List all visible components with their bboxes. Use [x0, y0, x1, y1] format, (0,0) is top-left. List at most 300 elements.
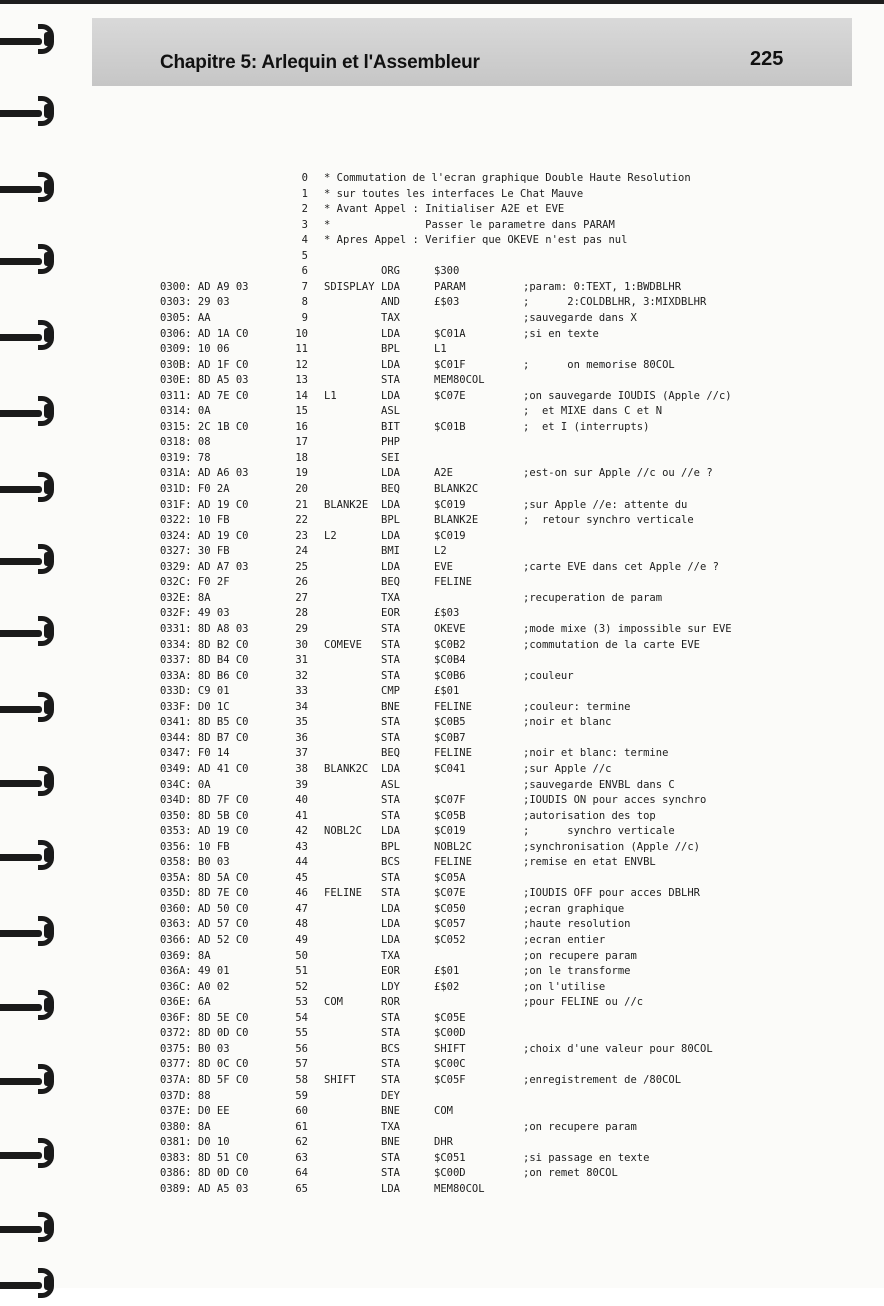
listing-row: [0, 668, 884, 684]
listing-address: 0331: 8D A8 03: [160, 623, 249, 635]
listing-opcode: STA: [381, 794, 400, 806]
listing-opcode: LDA: [381, 902, 400, 915]
listing-line-number: 10: [295, 327, 308, 340]
listing-comment: ;noir et blanc: [523, 716, 612, 729]
listing-row: [0, 745, 884, 761]
listing-address: 0360: AD 50 C0: [160, 902, 249, 915]
listing-row: [0, 823, 884, 839]
listing-line-number: 38: [295, 762, 308, 775]
listing-row: [0, 170, 884, 186]
listing-line-number: 61: [295, 1120, 308, 1133]
listing-line-number: 4: [301, 234, 308, 247]
listing-line-number: 50: [295, 949, 308, 962]
listing-comment: * Commutation de l'ecran graphique Double Haute Resolution: [324, 172, 691, 184]
listing-opcode: STA: [381, 809, 400, 822]
listing-row: [0, 1150, 884, 1166]
listing-label: COMEVE: [324, 638, 362, 651]
listing-operand: $C01F: [434, 358, 466, 371]
listing-comment: * Passer le parametre dans PARAM: [324, 218, 615, 231]
listing-row: [0, 808, 884, 824]
listing-operand: £$03: [434, 607, 460, 620]
listing-address: 0350: 8D 5B C0: [160, 809, 249, 822]
listing-address: 035D: 8D 7E C0: [160, 887, 249, 900]
listing-comment: ;remise en etat ENVBL: [523, 856, 656, 869]
listing-opcode: STA: [381, 1073, 400, 1086]
listing-line-number: 28: [295, 607, 308, 620]
listing-opcode: ASL: [381, 778, 400, 791]
listing-opcode: STA: [381, 716, 400, 729]
listing-address: 031D: F0 2A: [160, 483, 230, 495]
listing-row: [0, 699, 884, 715]
listing-address: 0383: 8D 51 C0: [160, 1151, 249, 1164]
listing-address: 0358: B0 03: [160, 856, 230, 869]
listing-line-number: 46: [295, 887, 308, 900]
listing-address: 0366: AD 52 C0: [160, 934, 249, 946]
listing-line-number: 9: [301, 312, 308, 324]
listing-row: [0, 574, 884, 590]
listing-line-number: 63: [295, 1151, 308, 1164]
listing-address: 035A: 8D 5A C0: [160, 871, 249, 884]
listing-comment: ;autorisation des top: [523, 809, 656, 822]
listing-comment: * sur toutes les interfaces Le Chat Mauve: [324, 187, 584, 200]
listing-line-number: 32: [295, 669, 308, 682]
listing-row: [0, 792, 884, 808]
listing-address: 0309: 10 06: [160, 343, 230, 356]
listing-address: 033A: 8D B6 C0: [160, 669, 249, 682]
listing-row: [0, 512, 884, 528]
chapter-title: Chapitre 5: Arlequin et l'Assembleur: [160, 52, 480, 73]
listing-row: [0, 652, 884, 668]
listing-address: 0377: 8D 0C C0: [160, 1058, 249, 1071]
listing-comment: ;ecran entier: [523, 934, 606, 946]
listing-row: [0, 932, 884, 948]
listing-line-number: 11: [295, 343, 308, 356]
listing-row: [0, 419, 884, 435]
listing-opcode: ORG: [381, 265, 400, 278]
listing-comment: ;on l'utilise: [523, 980, 606, 993]
listing-address: 0334: 8D B2 C0: [160, 638, 249, 651]
listing-opcode: STA: [381, 871, 400, 884]
listing-address: 0322: 10 FB: [160, 514, 230, 527]
listing-address: 0337: 8D B4 C0: [160, 654, 249, 666]
listing-line-number: 19: [295, 467, 308, 480]
listing-comment: ;choix d'une valeur pour 80COL: [523, 1042, 713, 1055]
listing-opcode: STA: [381, 1151, 400, 1164]
listing-operand: FELINE: [434, 700, 472, 713]
listing-opcode: STA: [381, 731, 400, 744]
listing-comment: ; et MIXE dans C et N: [523, 405, 663, 418]
listing-operand: $C00C: [434, 1058, 466, 1071]
listing-row: [0, 232, 884, 248]
listing-address: 0300: AD A9 03: [160, 280, 249, 293]
listing-line-number: 33: [295, 685, 308, 698]
listing-line-number: 6: [301, 265, 308, 278]
listing-opcode: STA: [381, 374, 400, 387]
listing-label: BLANK2C: [324, 762, 369, 775]
listing-line-number: 37: [295, 747, 308, 760]
listing-operand: $C01A: [434, 327, 466, 340]
listing-row: [0, 1134, 884, 1150]
listing-opcode: STA: [381, 887, 400, 900]
listing-line-number: 15: [295, 405, 308, 418]
listing-address: 037A: 8D 5F C0: [160, 1073, 249, 1086]
listing-line-number: 17: [295, 436, 308, 449]
listing-line-number: 49: [295, 934, 308, 946]
listing-row: [0, 450, 884, 466]
listing-comment: ; synchro verticale: [523, 825, 675, 838]
listing-line-number: 30: [295, 638, 308, 651]
listing-operand: $C07E: [434, 389, 466, 402]
listing-operand: $C052: [434, 934, 466, 946]
listing-line-number: 52: [295, 980, 308, 993]
listing-opcode: BCS: [381, 856, 400, 869]
listing-label: FELINE: [324, 887, 362, 900]
listing-address: 0318: 08: [160, 436, 211, 449]
listing-row: [0, 994, 884, 1010]
listing-operand: $C07E: [434, 887, 466, 900]
listing-row: [0, 1165, 884, 1181]
listing-line-number: 45: [295, 871, 308, 884]
listing-comment: ;couleur: termine: [523, 700, 631, 713]
listing-opcode: LDA: [381, 825, 400, 838]
listing-row: [0, 916, 884, 932]
listing-row: [0, 839, 884, 855]
listing-address: 036A: 49 01: [160, 965, 230, 978]
listing-line-number: 27: [295, 591, 308, 604]
listing-line-number: 34: [295, 700, 308, 713]
listing-line-number: 3: [301, 218, 308, 231]
listing-address: 0344: 8D B7 C0: [160, 731, 249, 744]
listing-comment: ;sur Apple //c: [523, 762, 612, 775]
listing-row: [0, 201, 884, 217]
listing-opcode: BEQ: [381, 747, 400, 760]
listing-comment: ;sauvegarde dans X: [523, 312, 637, 324]
listing-address: 0372: 8D 0D C0: [160, 1027, 249, 1040]
listing-operand: £$01: [434, 965, 460, 978]
listing-row: [0, 403, 884, 419]
listing-address: 037D: 88: [160, 1089, 211, 1102]
listing-operand: $C041: [434, 762, 466, 775]
listing-line-number: 51: [295, 965, 308, 978]
listing-operand: $300: [434, 265, 460, 278]
listing-operand: £$02: [434, 980, 460, 993]
listing-row: [0, 714, 884, 730]
listing-opcode: BPL: [381, 840, 400, 853]
listing-row: [0, 885, 884, 901]
listing-line-number: 5: [301, 249, 308, 262]
listing-operand: $C019: [434, 529, 466, 542]
listing-opcode: BNE: [381, 700, 400, 713]
listing-operand: $C019: [434, 825, 466, 838]
listing-row: [0, 186, 884, 202]
listing-line-number: 57: [295, 1058, 308, 1071]
listing-operand: $C00D: [434, 1167, 466, 1180]
listing-address: 0347: F0 14: [160, 747, 230, 760]
listing-opcode: STA: [381, 654, 400, 666]
listing-comment: ;recuperation de param: [523, 591, 663, 604]
listing-opcode: LDA: [381, 529, 400, 542]
listing-address: 034C: 0A: [160, 778, 211, 791]
listing-address: 0363: AD 57 C0: [160, 918, 249, 931]
listing-row: [0, 730, 884, 746]
listing-comment: ;IOUDIS OFF pour acces DBLHR: [523, 887, 701, 900]
listing-address: 0303: 29 03: [160, 296, 230, 309]
listing-row: [0, 590, 884, 606]
listing-operand: MEM80COL: [434, 1182, 485, 1195]
listing-row: [0, 434, 884, 450]
listing-line-number: 55: [295, 1027, 308, 1040]
listing-row: [0, 1181, 884, 1197]
listing-opcode: BNE: [381, 1105, 400, 1117]
listing-operand: £$03: [434, 296, 460, 309]
listing-row: [0, 979, 884, 995]
listing-comment: ;si en texte: [523, 327, 599, 340]
listing-opcode: ROR: [381, 996, 400, 1009]
listing-address: 0314: 0A: [160, 405, 211, 418]
listing-line-number: 41: [295, 809, 308, 822]
listing-row: [0, 1072, 884, 1088]
listing-comment: ;IOUDIS ON pour acces synchro: [523, 794, 707, 806]
listing-opcode: LDA: [381, 560, 400, 573]
listing-opcode: BEQ: [381, 483, 400, 495]
listing-opcode: PHP: [381, 436, 400, 449]
listing-label: L1: [324, 389, 337, 402]
listing-opcode: STA: [381, 1011, 400, 1024]
listing-comment: ;carte EVE dans cet Apple //e ?: [523, 560, 719, 573]
listing-comment: ;noir et blanc: termine: [523, 747, 669, 760]
listing-comment: ; retour synchro verticale: [523, 514, 694, 527]
listing-row: [0, 528, 884, 544]
listing-opcode: EOR: [381, 965, 400, 978]
listing-line-number: 56: [295, 1042, 308, 1055]
listing-opcode: ASL: [381, 405, 400, 418]
listing-address: 0319: 78: [160, 451, 211, 464]
listing-opcode: TXA: [381, 949, 400, 962]
listing-row: [0, 357, 884, 373]
listing-operand: $C0B6: [434, 669, 466, 682]
listing-row: [0, 1041, 884, 1057]
listing-address: 033F: D0 1C: [160, 700, 230, 713]
listing-opcode: LDA: [381, 467, 400, 480]
listing-operand: $C057: [434, 918, 466, 931]
listing-line-number: 24: [295, 545, 308, 558]
listing-comment: ;sur Apple //e: attente du: [523, 498, 688, 511]
listing-address: 034D: 8D 7F C0: [160, 794, 249, 806]
listing-row: [0, 481, 884, 497]
listing-opcode: BCS: [381, 1042, 400, 1055]
listing-address: 0306: AD 1A C0: [160, 327, 249, 340]
listing-operand: $C05B: [434, 809, 466, 822]
listing-line-number: 42: [295, 825, 308, 838]
listing-address: 030E: 8D A5 03: [160, 374, 249, 387]
listing-label: SDISPLAY: [324, 280, 375, 293]
listing-row: [0, 948, 884, 964]
listing-operand: DHR: [434, 1136, 453, 1149]
listing-opcode: LDY: [381, 980, 400, 993]
listing-comment: ;commutation de la carte EVE: [523, 638, 701, 651]
listing-line-number: 48: [295, 918, 308, 931]
listing-row: [0, 761, 884, 777]
listing-address: 0327: 30 FB: [160, 545, 230, 558]
listing-comment: ; on memorise 80COL: [523, 358, 675, 371]
listing-opcode: LDA: [381, 358, 400, 371]
listing-line-number: 16: [295, 420, 308, 433]
listing-opcode: STA: [381, 669, 400, 682]
listing-operand: BLANK2E: [434, 514, 479, 527]
listing-row: [0, 1056, 884, 1072]
listing-operand: FELINE: [434, 747, 472, 760]
listing-operand: $C0B5: [434, 716, 466, 729]
listing-line-number: 35: [295, 716, 308, 729]
listing-comment: ;haute resolution: [523, 918, 631, 931]
listing-row: [0, 294, 884, 310]
listing-address: 031A: AD A6 03: [160, 467, 249, 480]
listing-comment: ;pour FELINE ou //c: [523, 996, 644, 1009]
listing-opcode: SEI: [381, 451, 400, 464]
listing-comment: ;sauvegarde ENVBL dans C: [523, 778, 675, 791]
listing-label: SHIFT: [324, 1073, 356, 1086]
listing-operand: $C019: [434, 498, 466, 511]
listing-operand: $C05E: [434, 1011, 466, 1024]
listing-label: L2: [324, 529, 337, 542]
listing-address: 036E: 6A: [160, 996, 211, 1009]
listing-line-number: 8: [301, 296, 308, 309]
listing-row: [0, 605, 884, 621]
listing-opcode: STA: [381, 623, 400, 635]
listing-comment: * Apres Appel : Verifier que OKEVE n'est pas nul: [324, 234, 628, 247]
listing-line-number: 22: [295, 514, 308, 527]
listing-line-number: 47: [295, 902, 308, 915]
listing-row: [0, 497, 884, 513]
listing-row: [0, 341, 884, 357]
listing-operand: $C07F: [434, 794, 466, 806]
listing-row: [0, 901, 884, 917]
listing-line-number: 14: [295, 389, 308, 402]
listing-line-number: 53: [295, 996, 308, 1009]
listing-line-number: 62: [295, 1136, 308, 1149]
listing-operand: NOBL2C: [434, 840, 472, 853]
listing-address: 037E: D0 EE: [160, 1105, 230, 1117]
listing-opcode: STA: [381, 1167, 400, 1180]
listing-line-number: 25: [295, 560, 308, 573]
listing-opcode: LDA: [381, 1182, 400, 1195]
listing-comment: ; et I (interrupts): [523, 420, 650, 433]
listing-operand: $C05A: [434, 871, 466, 884]
listing-row: [0, 1119, 884, 1135]
listing-opcode: STA: [381, 1058, 400, 1071]
listing-comment: ;on recupere param: [523, 949, 637, 962]
listing-row: [0, 1025, 884, 1041]
listing-line-number: 31: [295, 654, 308, 666]
listing-line-number: 21: [295, 498, 308, 511]
listing-operand: $C0B4: [434, 654, 466, 666]
listing-line-number: 29: [295, 623, 308, 635]
listing-line-number: 44: [295, 856, 308, 869]
listing-opcode: STA: [381, 638, 400, 651]
listing-operand: SHIFT: [434, 1042, 466, 1055]
listing-address: 0375: B0 03: [160, 1042, 230, 1055]
listing-line-number: 64: [295, 1167, 308, 1180]
listing-opcode: LDA: [381, 280, 400, 293]
listing-line-number: 40: [295, 794, 308, 806]
listing-operand: EVE: [434, 560, 453, 573]
listing-row: [0, 279, 884, 295]
listing-address: 0349: AD 41 C0: [160, 762, 249, 775]
listing-row: [0, 248, 884, 264]
listing-address: 0380: 8A: [160, 1120, 211, 1133]
listing-line-number: 12: [295, 358, 308, 371]
listing-operand: FELINE: [434, 856, 472, 869]
listing-address: 032C: F0 2F: [160, 576, 230, 589]
listing-address: 0311: AD 7E C0: [160, 389, 249, 402]
listing-operand: $C00D: [434, 1027, 466, 1040]
listing-row: [0, 1088, 884, 1104]
listing-address: 0353: AD 19 C0: [160, 825, 249, 838]
listing-operand: £$01: [434, 685, 460, 698]
listing-operand: FELINE: [434, 576, 472, 589]
listing-row: [0, 1010, 884, 1026]
listing-row: [0, 465, 884, 481]
listing-row: [0, 559, 884, 575]
listing-row: [0, 372, 884, 388]
listing-opcode: BNE: [381, 1136, 400, 1149]
listing-opcode: LDA: [381, 327, 400, 340]
listing-opcode: BEQ: [381, 576, 400, 589]
listing-operand: $C05F: [434, 1073, 466, 1086]
listing-line-number: 60: [295, 1105, 308, 1117]
listing-comment: * Avant Appel : Initialiser A2E et EVE: [324, 203, 565, 216]
listing-operand: $C051: [434, 1151, 466, 1164]
listing-line-number: 65: [295, 1182, 308, 1195]
listing-comment: ;on sauvegarde IOUDIS (Apple //c): [523, 389, 732, 402]
listing-row: [0, 263, 884, 279]
listing-row: [0, 543, 884, 559]
listing-comment: ;on remet 80COL: [523, 1167, 618, 1180]
listing-comment: ;si passage en texte: [523, 1151, 650, 1164]
listing-address: 0341: 8D B5 C0: [160, 716, 249, 729]
listing-line-number: 20: [295, 483, 308, 495]
listing-address: 036F: 8D 5E C0: [160, 1011, 249, 1024]
listing-opcode: AND: [381, 296, 400, 309]
listing-opcode: BMI: [381, 545, 400, 558]
listing-line-number: 18: [295, 451, 308, 464]
listing-opcode: TAX: [381, 312, 400, 324]
listing-address: 033D: C9 01: [160, 685, 230, 698]
listing-address: 0356: 10 FB: [160, 840, 230, 853]
listing-comment: ; 2:COLDBLHR, 3:MIXDBLHR: [523, 296, 707, 309]
listing-operand: L1: [434, 343, 447, 356]
listing-operand: $C0B2: [434, 638, 466, 651]
listing-line-number: 36: [295, 731, 308, 744]
listing-line-number: 0: [301, 172, 308, 184]
listing-row: [0, 1103, 884, 1119]
listing-opcode: BPL: [381, 343, 400, 356]
listing-row: [0, 217, 884, 233]
listing-address: 0381: D0 10: [160, 1136, 230, 1149]
listing-address: 032E: 8A: [160, 591, 211, 604]
listing-address: 036C: A0 02: [160, 980, 230, 993]
listing-address: 032F: 49 03: [160, 607, 230, 620]
listing-line-number: 7: [301, 280, 308, 293]
listing-operand: PARAM: [434, 280, 466, 293]
listing-operand: $C0B7: [434, 731, 466, 744]
listing-address: 0389: AD A5 03: [160, 1182, 249, 1195]
listing-opcode: EOR: [381, 607, 400, 620]
listing-row: [0, 854, 884, 870]
listing-line-number: 54: [295, 1011, 308, 1024]
listing-address: 031F: AD 19 C0: [160, 498, 249, 511]
listing-address: 0329: AD A7 03: [160, 560, 249, 573]
